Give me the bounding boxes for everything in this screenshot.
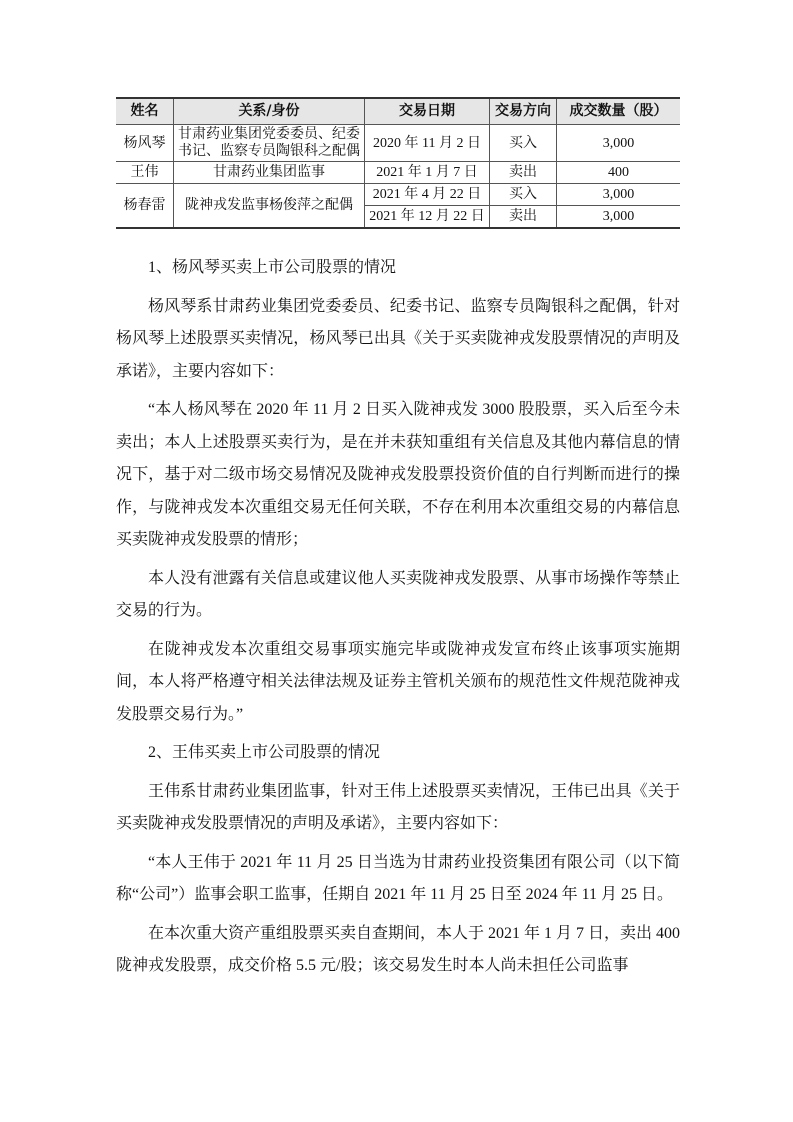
cell-date: 2021 年 4 月 22 日 (365, 184, 490, 206)
header-relation: 关系/身份 (174, 98, 365, 125)
header-name: 姓名 (116, 98, 174, 125)
cell-date: 2021 年 1 月 7 日 (365, 162, 490, 184)
paragraph: 在陇神戎发本次重组交易事项实施完毕或陇神戎发宣布终止该事项实施期间，本人将严格遵守相关法律法规及证券主管机关颁布的规范性文件规范陇神戎发股票交易行为。” (116, 640, 680, 723)
cell-date: 2021 年 12 月 22 日 (365, 206, 490, 229)
table-row (116, 125, 680, 162)
section-heading: 2、王伟买卖上市公司股票的情况 (148, 744, 381, 761)
cell-quantity: 400 (557, 162, 681, 184)
table-row (116, 162, 680, 184)
paragraph: “本人杨风琴在 2020 年 11 月 2 日买入陇神戎发 3000 股股票，买入后至今未卖出；本人上述股票买卖行为，是在并未获知重组有关信息及其他内幕信息的情况下，基于对二级市场交易情况及陇神戎发股票投资价值的自行判断而进行的操作，与陇神戎发本次重组交易无任何关联，不存在利用本次重组交易的内幕信息买卖陇神戎发股票的情形； (116, 401, 680, 548)
cell-direction: 买入 (490, 125, 557, 162)
paragraph: 杨风琴系甘肃药业集团党委委员、纪委书记、监察专员陶银科之配偶，针对杨风琴上述股票买卖情况，杨风琴已出具《关于买卖陇神戎发股票情况的声明及承诺》，主要内容如下： (116, 297, 680, 380)
cell-direction: 卖出 (490, 162, 557, 184)
paragraph: 本人没有泄露有关信息或建议他人买卖陇神戎发股票、从事市场操作等禁止交易的行为。 (116, 569, 680, 619)
paragraph: 在本次重大资产重组股票买卖自查期间，本人于 2021 年 1 月 7 日，卖出 400 陇神戎发股票，成交价格 5.5 元/股；该交易发生时本人尚未担任公司监事 (116, 924, 681, 974)
cell-name: 王伟 (116, 162, 174, 184)
cell-name: 杨春雷 (116, 184, 174, 229)
section-heading: 1、杨风琴买卖上市公司股票的情况 (148, 259, 397, 276)
cell-direction: 卖出 (490, 206, 557, 229)
cell-relation: 甘肃药业集团监事 (174, 162, 365, 184)
cell-quantity: 3,000 (557, 125, 681, 162)
cell-direction: 买入 (490, 184, 557, 206)
cell-quantity: 3,000 (557, 184, 681, 206)
cell-date: 2020 年 11 月 2 日 (365, 125, 490, 162)
stock-trade-table (116, 97, 680, 229)
table-header-row (116, 98, 680, 125)
header-date: 交易日期 (365, 98, 490, 125)
table-row (116, 184, 680, 206)
paragraph: 王伟系甘肃药业集团监事，针对王伟上述股票买卖情况，王伟已出具《关于买卖陇神戎发股票情况的声明及承诺》，主要内容如下： (116, 782, 680, 832)
header-quantity: 成交数量（股） (557, 98, 681, 125)
cell-relation: 甘肃药业集团党委委员、纪委书记、监察专员陶银科之配偶 (174, 125, 365, 162)
header-direction: 交易方向 (490, 98, 557, 125)
cell-quantity: 3,000 (557, 206, 681, 229)
cell-relation: 陇神戎发监事杨俊萍之配偶 (174, 184, 365, 229)
body-text (116, 252, 680, 989)
paragraph: “本人王伟于 2021 年 11 月 25 日当选为甘肃药业投资集团有限公司（以下简称“公司”）监事会职工监事，任期自 2021 年 11 月 25 日至 2024 年 11 月 25 日。 (116, 853, 680, 903)
cell-name: 杨风琴 (116, 125, 174, 162)
